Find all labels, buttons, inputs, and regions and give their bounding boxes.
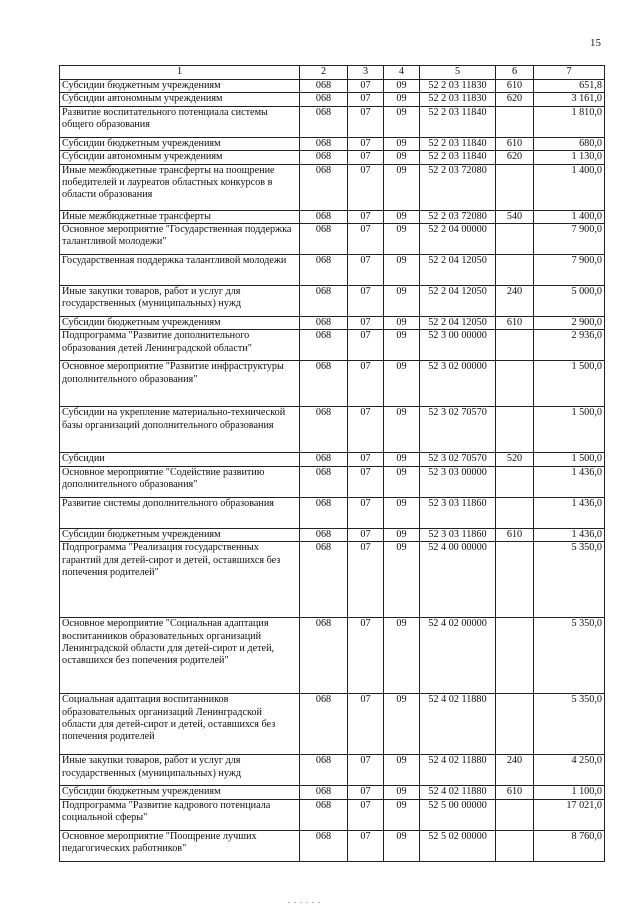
amount-cell: 4 250,0 (534, 755, 605, 786)
subsection-code-cell: 09 (384, 80, 420, 93)
table-row (60, 528, 605, 541)
section-code-cell: 07 (348, 80, 384, 93)
footer-mark: . . . . . . (288, 896, 321, 905)
section-code-cell: 07 (348, 830, 384, 861)
item-name-cell: Субсидии бюджетным учреждениям (60, 80, 300, 93)
item-name-cell: Развитие воспитательного потенциала системы общего образования (60, 106, 300, 137)
ministry-code-cell: 068 (300, 497, 348, 528)
table-row (60, 224, 605, 255)
subsection-code-cell: 09 (384, 361, 420, 407)
item-name-cell: Государственная поддержка талантливой молодежи (60, 255, 300, 286)
table-row (60, 164, 605, 210)
section-code-cell: 07 (348, 164, 384, 210)
target-article-cell: 52 4 00 00000 (420, 542, 496, 618)
table-row (60, 137, 605, 150)
header-cell: 6 (496, 66, 534, 80)
target-article-cell: 52 2 04 00000 (420, 224, 496, 255)
table-row (60, 618, 605, 694)
subsection-code-cell: 09 (384, 755, 420, 786)
item-name-cell: Подпрограмма "Развитие кадрового потенциала социальной сферы" (60, 799, 300, 830)
expense-type-cell (496, 164, 534, 210)
section-code-cell: 07 (348, 210, 384, 223)
table-row (60, 755, 605, 786)
header-row (60, 66, 605, 80)
target-article-cell: 52 2 03 72080 (420, 164, 496, 210)
target-article-cell: 52 2 03 11840 (420, 137, 496, 150)
item-name-cell: Субсидии бюджетным учреждениям (60, 528, 300, 541)
expense-type-cell: 620 (496, 151, 534, 164)
subsection-code-cell: 09 (384, 786, 420, 799)
ministry-code-cell: 068 (300, 106, 348, 137)
amount-cell: 1 500,0 (534, 453, 605, 466)
item-name-cell: Подпрограмма "Развитие дополнительного образования детей Ленинградской области" (60, 330, 300, 361)
expense-type-cell (496, 255, 534, 286)
ministry-code-cell: 068 (300, 755, 348, 786)
target-article-cell: 52 4 02 11880 (420, 755, 496, 786)
amount-cell: 2 936,0 (534, 330, 605, 361)
ministry-code-cell: 068 (300, 151, 348, 164)
table-row (60, 317, 605, 330)
expense-type-cell (496, 694, 534, 755)
subsection-code-cell: 09 (384, 330, 420, 361)
amount-cell: 5 000,0 (534, 286, 605, 317)
item-name-cell: Субсидии автономным учреждениям (60, 93, 300, 106)
table-row (60, 151, 605, 164)
table-body (60, 66, 605, 862)
subsection-code-cell: 09 (384, 137, 420, 150)
ministry-code-cell: 068 (300, 210, 348, 223)
section-code-cell: 07 (348, 106, 384, 137)
budget-table (59, 65, 605, 862)
table-row (60, 80, 605, 93)
subsection-code-cell: 09 (384, 93, 420, 106)
item-name-cell: Субсидии бюджетным учреждениям (60, 786, 300, 799)
subsection-code-cell: 09 (384, 317, 420, 330)
ministry-code-cell: 068 (300, 317, 348, 330)
ministry-code-cell: 068 (300, 137, 348, 150)
amount-cell: 5 350,0 (534, 542, 605, 618)
table-row (60, 330, 605, 361)
subsection-code-cell: 09 (384, 497, 420, 528)
target-article-cell: 52 2 03 11830 (420, 93, 496, 106)
target-article-cell: 52 3 03 11860 (420, 528, 496, 541)
target-article-cell: 52 4 02 11880 (420, 786, 496, 799)
table-row (60, 786, 605, 799)
subsection-code-cell: 09 (384, 286, 420, 317)
section-code-cell: 07 (348, 694, 384, 755)
item-name-cell: Иные межбюджетные трансферты на поощрение победителей и лауреатов областных конкурсов в области образования (60, 164, 300, 210)
amount-cell: 5 350,0 (534, 618, 605, 694)
table-row (60, 694, 605, 755)
target-article-cell: 52 2 04 12050 (420, 317, 496, 330)
section-code-cell: 07 (348, 786, 384, 799)
item-name-cell: Иные закупки товаров, работ и услуг для государственных (муниципальных) нужд (60, 755, 300, 786)
table-row (60, 466, 605, 497)
expense-type-cell: 520 (496, 453, 534, 466)
section-code-cell: 07 (348, 137, 384, 150)
expense-type-cell: 240 (496, 755, 534, 786)
section-code-cell: 07 (348, 618, 384, 694)
section-code-cell: 07 (348, 528, 384, 541)
section-code-cell: 07 (348, 93, 384, 106)
item-name-cell: Субсидии бюджетным учреждениям (60, 317, 300, 330)
expense-type-cell (496, 542, 534, 618)
table-row (60, 799, 605, 830)
target-article-cell: 52 2 03 11830 (420, 80, 496, 93)
section-code-cell: 07 (348, 542, 384, 618)
expense-type-cell: 620 (496, 93, 534, 106)
amount-cell: 651,8 (534, 80, 605, 93)
target-article-cell: 52 3 03 00000 (420, 466, 496, 497)
subsection-code-cell: 09 (384, 407, 420, 453)
header-cell: 1 (60, 66, 300, 80)
subsection-code-cell: 09 (384, 466, 420, 497)
ministry-code-cell: 068 (300, 255, 348, 286)
subsection-code-cell: 09 (384, 255, 420, 286)
section-code-cell: 07 (348, 361, 384, 407)
target-article-cell: 52 3 02 00000 (420, 361, 496, 407)
section-code-cell: 07 (348, 755, 384, 786)
header-cell: 4 (384, 66, 420, 80)
amount-cell: 1 400,0 (534, 210, 605, 223)
ministry-code-cell: 068 (300, 330, 348, 361)
target-article-cell: 52 3 03 11860 (420, 497, 496, 528)
table-row (60, 542, 605, 618)
item-name-cell: Основное мероприятие "Развитие инфраструктуры дополнительного образования" (60, 361, 300, 407)
amount-cell: 7 900,0 (534, 224, 605, 255)
target-article-cell: 52 2 04 12050 (420, 255, 496, 286)
expense-type-cell: 610 (496, 528, 534, 541)
target-article-cell: 52 2 03 11840 (420, 106, 496, 137)
ministry-code-cell: 068 (300, 799, 348, 830)
header-cell: 2 (300, 66, 348, 80)
ministry-code-cell: 068 (300, 164, 348, 210)
subsection-code-cell: 09 (384, 151, 420, 164)
subsection-code-cell: 09 (384, 224, 420, 255)
subsection-code-cell: 09 (384, 528, 420, 541)
expense-type-cell: 610 (496, 137, 534, 150)
ministry-code-cell: 068 (300, 286, 348, 317)
section-code-cell: 07 (348, 330, 384, 361)
expense-type-cell: 240 (496, 286, 534, 317)
ministry-code-cell: 068 (300, 786, 348, 799)
table-row (60, 361, 605, 407)
expense-type-cell (496, 224, 534, 255)
amount-cell: 1 100,0 (534, 786, 605, 799)
target-article-cell: 52 2 03 72080 (420, 210, 496, 223)
header-cell: 3 (348, 66, 384, 80)
header-cell: 5 (420, 66, 496, 80)
page-number: 15 (590, 37, 601, 49)
expense-type-cell: 610 (496, 786, 534, 799)
target-article-cell: 52 3 00 00000 (420, 330, 496, 361)
subsection-code-cell: 09 (384, 106, 420, 137)
table-row (60, 93, 605, 106)
section-code-cell: 07 (348, 224, 384, 255)
item-name-cell: Субсидии бюджетным учреждениям (60, 137, 300, 150)
item-name-cell: Основное мероприятие "Содействие развитию дополнительного образования" (60, 466, 300, 497)
section-code-cell: 07 (348, 286, 384, 317)
expense-type-cell (496, 497, 534, 528)
ministry-code-cell: 068 (300, 361, 348, 407)
amount-cell: 1 436,0 (534, 497, 605, 528)
subsection-code-cell: 09 (384, 542, 420, 618)
item-name-cell: Субсидии автономным учреждениям (60, 151, 300, 164)
section-code-cell: 07 (348, 151, 384, 164)
target-article-cell: 52 2 04 12050 (420, 286, 496, 317)
target-article-cell: 52 2 03 11840 (420, 151, 496, 164)
table-row (60, 407, 605, 453)
subsection-code-cell: 09 (384, 830, 420, 861)
table-row (60, 497, 605, 528)
expense-type-cell (496, 466, 534, 497)
table-row (60, 830, 605, 861)
subsection-code-cell: 09 (384, 618, 420, 694)
ministry-code-cell: 068 (300, 224, 348, 255)
expense-type-cell (496, 407, 534, 453)
subsection-code-cell: 09 (384, 210, 420, 223)
target-article-cell: 52 4 02 00000 (420, 618, 496, 694)
table-row (60, 106, 605, 137)
section-code-cell: 07 (348, 255, 384, 286)
target-article-cell: 52 4 02 11880 (420, 694, 496, 755)
amount-cell: 17 021,0 (534, 799, 605, 830)
ministry-code-cell: 068 (300, 453, 348, 466)
item-name-cell: Иные межбюджетные трансферты (60, 210, 300, 223)
amount-cell: 1 500,0 (534, 407, 605, 453)
section-code-cell: 07 (348, 799, 384, 830)
target-article-cell: 52 3 02 70570 (420, 453, 496, 466)
expense-type-cell (496, 618, 534, 694)
item-name-cell: Субсидии (60, 453, 300, 466)
expense-type-cell: 610 (496, 317, 534, 330)
subsection-code-cell: 09 (384, 164, 420, 210)
section-code-cell: 07 (348, 466, 384, 497)
item-name-cell: Основное мероприятие "Поощрение лучших педагогических работников" (60, 830, 300, 861)
ministry-code-cell: 068 (300, 830, 348, 861)
amount-cell: 1 436,0 (534, 466, 605, 497)
section-code-cell: 07 (348, 317, 384, 330)
ministry-code-cell: 068 (300, 694, 348, 755)
amount-cell: 1 500,0 (534, 361, 605, 407)
item-name-cell: Основное мероприятие "Социальная адаптация воспитанников образовательных организаций Ленинградской области для детей-сирот и детей, оставшихся без попечения родителей" (60, 618, 300, 694)
expense-type-cell: 540 (496, 210, 534, 223)
amount-cell: 3 161,0 (534, 93, 605, 106)
expense-type-cell (496, 106, 534, 137)
expense-type-cell (496, 799, 534, 830)
amount-cell: 1 436,0 (534, 528, 605, 541)
target-article-cell: 52 3 02 70570 (420, 407, 496, 453)
item-name-cell: Социальная адаптация воспитанников образовательных организаций Ленинградской области для детей-сирот и детей, оставшихся без попечения родителей (60, 694, 300, 755)
table-row (60, 210, 605, 223)
amount-cell: 1 400,0 (534, 164, 605, 210)
ministry-code-cell: 068 (300, 93, 348, 106)
amount-cell: 1 130,0 (534, 151, 605, 164)
amount-cell: 5 350,0 (534, 694, 605, 755)
subsection-code-cell: 09 (384, 453, 420, 466)
table-row (60, 453, 605, 466)
header-cell: 7 (534, 66, 605, 80)
section-code-cell: 07 (348, 497, 384, 528)
item-name-cell: Развитие системы дополнительного образования (60, 497, 300, 528)
amount-cell: 2 900,0 (534, 317, 605, 330)
ministry-code-cell: 068 (300, 80, 348, 93)
target-article-cell: 52 5 00 00000 (420, 799, 496, 830)
subsection-code-cell: 09 (384, 694, 420, 755)
expense-type-cell (496, 830, 534, 861)
expense-type-cell (496, 361, 534, 407)
table-row (60, 255, 605, 286)
target-article-cell: 52 5 02 00000 (420, 830, 496, 861)
ministry-code-cell: 068 (300, 618, 348, 694)
amount-cell: 8 760,0 (534, 830, 605, 861)
amount-cell: 7 900,0 (534, 255, 605, 286)
table-row (60, 286, 605, 317)
ministry-code-cell: 068 (300, 542, 348, 618)
amount-cell: 1 810,0 (534, 106, 605, 137)
ministry-code-cell: 068 (300, 466, 348, 497)
item-name-cell: Иные закупки товаров, работ и услуг для государственных (муниципальных) нужд (60, 286, 300, 317)
ministry-code-cell: 068 (300, 407, 348, 453)
item-name-cell: Основное мероприятие "Государственная поддержка талантливой молодежи" (60, 224, 300, 255)
expense-type-cell: 610 (496, 80, 534, 93)
item-name-cell: Подпрограмма "Реализация государственных гарантий для детей-сирот и детей, оставшихся без попечения родителей" (60, 542, 300, 618)
ministry-code-cell: 068 (300, 528, 348, 541)
section-code-cell: 07 (348, 407, 384, 453)
subsection-code-cell: 09 (384, 799, 420, 830)
expense-type-cell (496, 330, 534, 361)
section-code-cell: 07 (348, 453, 384, 466)
item-name-cell: Субсидии на укрепление материально-технической базы организаций дополнительного образования (60, 407, 300, 453)
amount-cell: 680,0 (534, 137, 605, 150)
